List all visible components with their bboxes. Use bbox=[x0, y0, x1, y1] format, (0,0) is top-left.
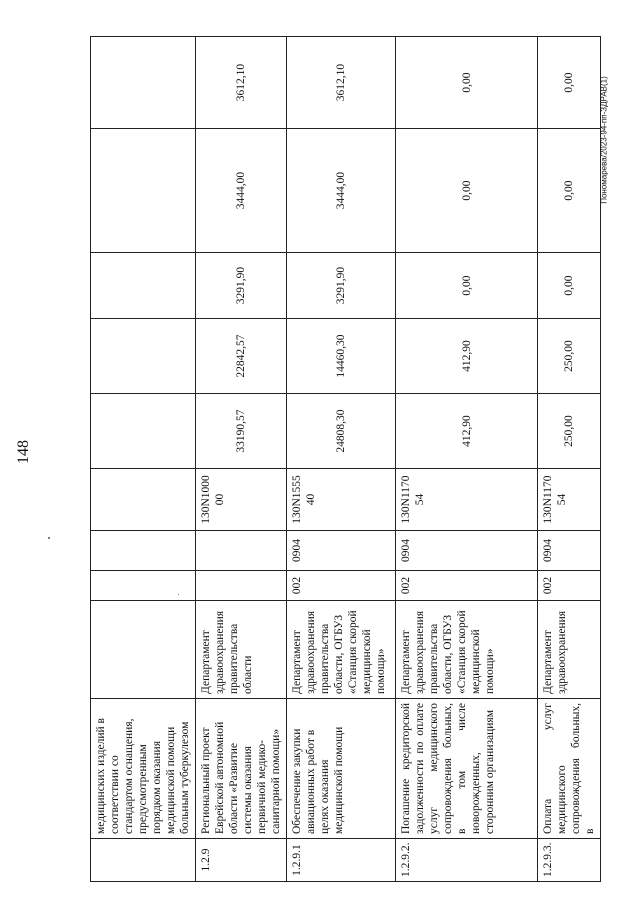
amount-total: 33190,57 bbox=[196, 394, 287, 469]
amount-year-2: 3291,90 bbox=[287, 253, 396, 319]
budget-table bbox=[90, 36, 601, 882]
section-code bbox=[196, 531, 287, 571]
amount-year-3 bbox=[91, 129, 196, 253]
section-code bbox=[91, 531, 196, 571]
table-row bbox=[196, 37, 287, 882]
amount-year-4: 3612,10 bbox=[196, 37, 287, 129]
scan-speck bbox=[48, 537, 50, 539]
amount-year-1: 250,00 bbox=[538, 319, 601, 394]
table-row bbox=[287, 37, 396, 882]
target-article-code: 130N1000 00 bbox=[196, 469, 287, 531]
executor bbox=[91, 601, 196, 699]
amount-year-2 bbox=[91, 253, 196, 319]
row-number: 1.2.9.2. bbox=[396, 839, 538, 882]
footer-code: Пономарева/2023-94-пп-ЗДРАВ(1) bbox=[599, 76, 609, 204]
grbs-code bbox=[196, 571, 287, 601]
amount-year-4: 3612,10 bbox=[287, 37, 396, 129]
section-code: 0904 bbox=[396, 531, 538, 571]
section-code: 0904 bbox=[287, 531, 396, 571]
amount-total: 412,90 bbox=[396, 394, 538, 469]
grbs-code: 002 bbox=[287, 571, 396, 601]
event-name: Обеспечение закупки авиационных работ в целях оказания медицинской помощи bbox=[287, 699, 396, 839]
section-code: 0904 bbox=[538, 531, 601, 571]
grbs-code: 002 bbox=[538, 571, 601, 601]
amount-year-1: 22842,57 bbox=[196, 319, 287, 394]
grbs-code bbox=[91, 571, 196, 601]
amount-year-1: 412,90 bbox=[396, 319, 538, 394]
amount-year-4 bbox=[91, 37, 196, 129]
event-name: Погашение кредиторской задолженности по оплате услуг медицинского сопровождения больных, в том числе новорожденных, сторонним организациям bbox=[396, 699, 538, 839]
executor: Департамент здравоохранения правительства области, ОГБУЗ «Станция скорой медицинской помощи» bbox=[396, 601, 538, 699]
amount-year-1 bbox=[91, 319, 196, 394]
table-row bbox=[538, 37, 601, 882]
grbs-code: 002 bbox=[396, 571, 538, 601]
amount-year-2: 0,00 bbox=[538, 253, 601, 319]
executor: Департамент здравоохранения правительства области bbox=[196, 601, 287, 699]
row-number bbox=[91, 839, 196, 882]
event-name: Оплата услуг медицинского сопровождения больных, в bbox=[538, 699, 601, 839]
amount-total bbox=[91, 394, 196, 469]
amount-year-1: 14460,30 bbox=[287, 319, 396, 394]
amount-year-2: 3291,90 bbox=[196, 253, 287, 319]
amount-year-2: 0,00 bbox=[396, 253, 538, 319]
row-number: 1.2.9.3. bbox=[538, 839, 601, 882]
row-number: 1.2.9 bbox=[196, 839, 287, 882]
target-article-code: 130N1170 54 bbox=[396, 469, 538, 531]
executor: Департамент здравоохранения bbox=[538, 601, 601, 699]
target-article-code: 130N1170 54 bbox=[538, 469, 601, 531]
amount-year-3: 3444,00 bbox=[196, 129, 287, 253]
page-number: 148 bbox=[15, 440, 32, 464]
event-name: Региональный проект Еврейской автономной области «Развитие системы оказания первичной медико-санитарной помощи» bbox=[196, 699, 287, 839]
table-row bbox=[396, 37, 538, 882]
amount-year-4: 0,00 bbox=[538, 37, 601, 129]
row-number: 1.2.9.1 bbox=[287, 839, 396, 882]
amount-year-3: 0,00 bbox=[538, 129, 601, 253]
amount-year-3: 0,00 bbox=[396, 129, 538, 253]
budget-table-frame bbox=[90, 37, 597, 882]
table-row bbox=[91, 37, 196, 882]
executor: Департамент здравоохранения правительства области, ОГБУЗ «Станция скорой медицинской помощи» bbox=[287, 601, 396, 699]
event-name: медицинских изделий в соответствии со стандартом оснащения, предусмотренным порядком оказания медицинской помощи больным туберкулезом bbox=[91, 699, 196, 839]
target-article-code: 130N1555 40 bbox=[287, 469, 396, 531]
amount-total: 250,00 bbox=[538, 394, 601, 469]
amount-total: 24808,30 bbox=[287, 394, 396, 469]
amount-year-3: 3444,00 bbox=[287, 129, 396, 253]
target-article-code bbox=[91, 469, 196, 531]
amount-year-4: 0,00 bbox=[396, 37, 538, 129]
